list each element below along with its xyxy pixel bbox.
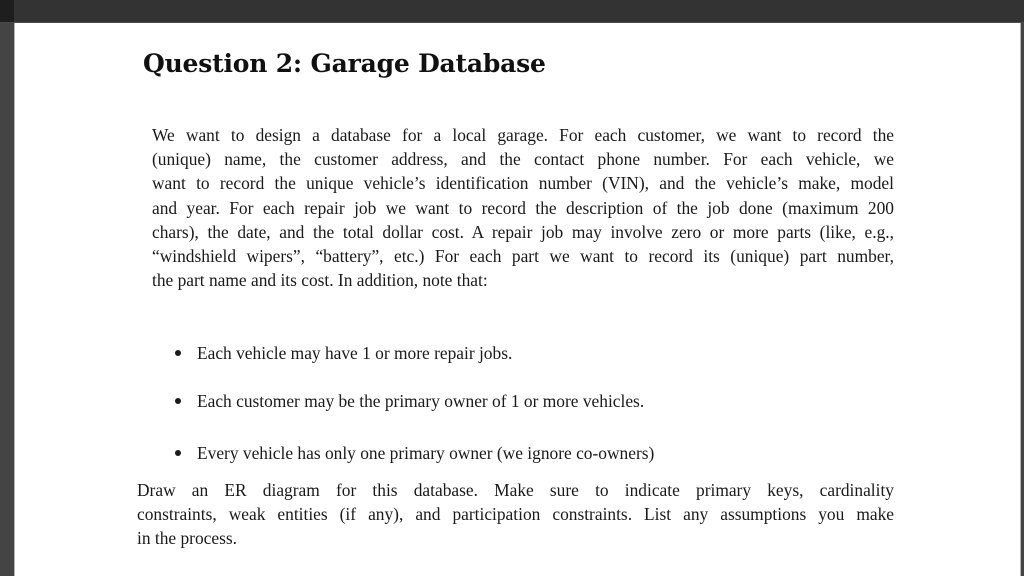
intro-paragraph bbox=[152, 123, 894, 292]
toolbar-corner bbox=[0, 0, 14, 22]
list-item bbox=[175, 343, 512, 364]
intro-line: “windshield wipers”, “battery”, etc.) For each part we want to record its (unique) part number, bbox=[152, 246, 894, 267]
intro-line: chars), the date, and the total dollar cost. A repair job may involve zero or more parts (like, e.g., bbox=[152, 221, 894, 242]
instruction-line: Draw an ER diagram for this database. Make sure to indicate primary keys, cardinality bbox=[137, 480, 894, 500]
intro-line: and year. For each repair job we want to record the description of the job done (maximum 200 bbox=[152, 197, 894, 218]
left-gutter bbox=[0, 23, 15, 576]
vertical-scrollbar[interactable] bbox=[1020, 23, 1024, 576]
list-item bbox=[175, 391, 644, 412]
intro-line: the part name and its cost. In addition, note that: bbox=[152, 270, 488, 291]
document-page bbox=[15, 23, 1020, 576]
intro-line: want to record the unique vehicle’s identification number (VIN), and the vehicle’s make, model bbox=[152, 173, 894, 194]
instruction-line: constraints, weak entities (if any), and participation constraints. List any assumptions you make bbox=[137, 504, 894, 525]
instructions-paragraph bbox=[137, 478, 894, 551]
intro-line: We want to design a database for a local garage. For each customer, we want to record the bbox=[152, 125, 894, 145]
list-item-text: Each vehicle may have 1 or more repair jobs. bbox=[197, 343, 513, 363]
list-item-text: Each customer may be the primary owner of 1 or more vehicles. bbox=[197, 391, 645, 411]
intro-line: (unique) name, the customer address, and the contact phone number. For each vehicle, we bbox=[152, 149, 894, 170]
page-title: Question 2: Garage Database bbox=[143, 49, 546, 78]
bullet-icon bbox=[175, 350, 181, 356]
instruction-line: in the process. bbox=[137, 528, 237, 549]
bullet-icon bbox=[175, 450, 181, 456]
bullet-icon bbox=[175, 398, 181, 404]
viewer-toolbar bbox=[0, 0, 1024, 23]
list-item bbox=[175, 443, 654, 464]
list-item-text: Every vehicle has only one primary owner (we ignore co-owners) bbox=[197, 443, 655, 463]
